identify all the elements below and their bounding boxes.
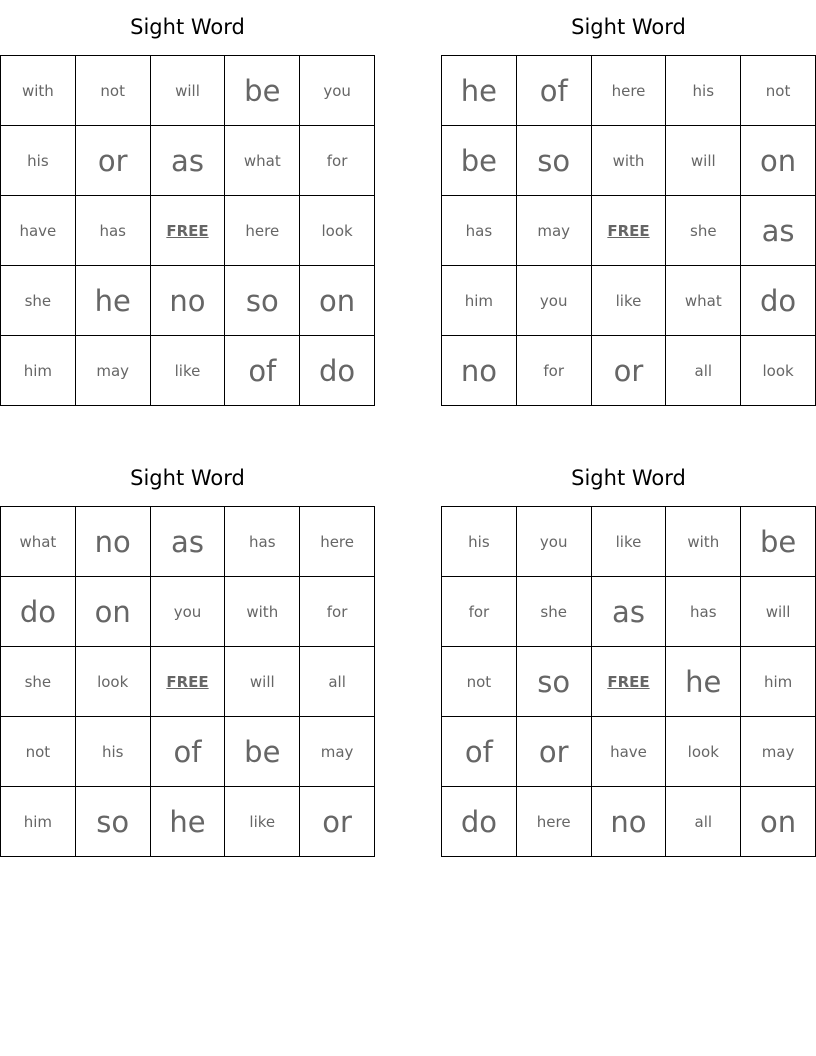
word-cell: has	[666, 577, 741, 647]
word-cell: he	[442, 56, 517, 126]
word-cell: be	[741, 507, 816, 577]
word-cell: here	[225, 196, 300, 266]
word-cell: he	[75, 266, 150, 336]
card-title: Sight Word	[130, 15, 245, 39]
free-space-cell: FREE	[591, 196, 666, 266]
grid-row	[442, 126, 816, 196]
free-space-cell: FREE	[150, 196, 225, 266]
word-cell: so	[516, 126, 591, 196]
word-cell: look	[75, 647, 150, 717]
word-cell: not	[1, 717, 76, 787]
word-cell: will	[666, 126, 741, 196]
word-cell: here	[300, 507, 375, 577]
word-cell: do	[1, 577, 76, 647]
word-cell: of	[442, 717, 517, 787]
bingo-grid	[441, 506, 816, 857]
word-cell: will	[225, 647, 300, 717]
word-cell: no	[442, 336, 517, 406]
word-cell: has	[442, 196, 517, 266]
word-cell: has	[225, 507, 300, 577]
card-title: Sight Word	[571, 15, 686, 39]
word-cell: be	[442, 126, 517, 196]
bingo-grid	[441, 55, 816, 406]
word-cell: him	[1, 787, 76, 857]
word-cell: him	[741, 647, 816, 717]
word-cell: look	[666, 717, 741, 787]
word-cell: look	[300, 196, 375, 266]
word-cell: you	[516, 507, 591, 577]
word-cell: as	[741, 196, 816, 266]
grid-row	[1, 577, 375, 647]
word-cell: so	[75, 787, 150, 857]
word-cell: he	[150, 787, 225, 857]
word-cell: here	[591, 56, 666, 126]
bingo-grid	[0, 55, 375, 406]
word-cell: may	[75, 336, 150, 406]
word-cell: not	[442, 647, 517, 717]
word-cell: no	[150, 266, 225, 336]
word-cell: his	[666, 56, 741, 126]
word-cell: with	[1, 56, 76, 126]
word-cell: his	[75, 717, 150, 787]
grid-row	[442, 717, 816, 787]
word-cell: like	[150, 336, 225, 406]
bingo-card-1	[0, 0, 375, 406]
grid-row	[442, 266, 816, 336]
word-cell: do	[741, 266, 816, 336]
word-cell: do	[442, 787, 517, 857]
word-cell: be	[225, 717, 300, 787]
grid-row	[442, 336, 816, 406]
word-cell: she	[1, 647, 76, 717]
word-cell: with	[591, 126, 666, 196]
word-cell: him	[1, 336, 76, 406]
word-cell: him	[442, 266, 517, 336]
word-cell: as	[150, 126, 225, 196]
bingo-card-3	[0, 451, 375, 857]
grid-row	[442, 647, 816, 717]
grid-row	[1, 266, 375, 336]
grid-row	[1, 647, 375, 717]
word-cell: will	[741, 577, 816, 647]
word-cell: for	[300, 126, 375, 196]
word-cell: or	[591, 336, 666, 406]
word-cell: as	[591, 577, 666, 647]
grid-row	[1, 787, 375, 857]
bingo-card-4	[441, 451, 816, 857]
word-cell: or	[516, 717, 591, 787]
grid-row	[1, 336, 375, 406]
bingo-card-2	[441, 0, 816, 406]
word-cell: all	[666, 336, 741, 406]
grid-row	[1, 507, 375, 577]
grid-row	[442, 56, 816, 126]
word-cell: be	[225, 56, 300, 126]
word-cell: no	[75, 507, 150, 577]
word-cell: may	[516, 196, 591, 266]
word-cell: with	[666, 507, 741, 577]
word-cell: he	[666, 647, 741, 717]
word-cell: with	[225, 577, 300, 647]
grid-row	[442, 507, 816, 577]
word-cell: you	[150, 577, 225, 647]
word-cell: like	[225, 787, 300, 857]
word-cell: no	[591, 787, 666, 857]
word-cell: of	[225, 336, 300, 406]
word-cell: you	[516, 266, 591, 336]
word-cell: for	[442, 577, 517, 647]
word-cell: not	[741, 56, 816, 126]
grid-row	[442, 196, 816, 266]
card-title: Sight Word	[571, 466, 686, 490]
word-cell: may	[300, 717, 375, 787]
word-cell: like	[591, 507, 666, 577]
free-space-cell: FREE	[150, 647, 225, 717]
free-space-cell: FREE	[591, 647, 666, 717]
word-cell: all	[300, 647, 375, 717]
word-cell: on	[741, 787, 816, 857]
grid-row	[442, 787, 816, 857]
word-cell: on	[75, 577, 150, 647]
grid-row	[1, 717, 375, 787]
grid-row	[1, 56, 375, 126]
word-cell: look	[741, 336, 816, 406]
card-title: Sight Word	[130, 466, 245, 490]
grid-row	[1, 126, 375, 196]
word-cell: of	[516, 56, 591, 126]
word-cell: his	[442, 507, 517, 577]
word-cell: as	[150, 507, 225, 577]
word-cell: for	[300, 577, 375, 647]
word-cell: on	[300, 266, 375, 336]
word-cell: like	[591, 266, 666, 336]
word-cell: has	[75, 196, 150, 266]
word-cell: have	[1, 196, 76, 266]
word-cell: for	[516, 336, 591, 406]
word-cell: on	[741, 126, 816, 196]
word-cell: not	[75, 56, 150, 126]
word-cell: she	[1, 266, 76, 336]
word-cell: of	[150, 717, 225, 787]
word-cell: so	[225, 266, 300, 336]
word-cell: what	[1, 507, 76, 577]
word-cell: will	[150, 56, 225, 126]
word-cell: you	[300, 56, 375, 126]
word-cell: do	[300, 336, 375, 406]
grid-row	[1, 196, 375, 266]
word-cell: may	[741, 717, 816, 787]
word-cell: she	[516, 577, 591, 647]
word-cell: all	[666, 787, 741, 857]
word-cell: or	[300, 787, 375, 857]
word-cell: have	[591, 717, 666, 787]
word-cell: or	[75, 126, 150, 196]
bingo-grid	[0, 506, 375, 857]
word-cell: what	[666, 266, 741, 336]
word-cell: so	[516, 647, 591, 717]
word-cell: his	[1, 126, 76, 196]
word-cell: she	[666, 196, 741, 266]
grid-row	[442, 577, 816, 647]
word-cell: here	[516, 787, 591, 857]
word-cell: what	[225, 126, 300, 196]
